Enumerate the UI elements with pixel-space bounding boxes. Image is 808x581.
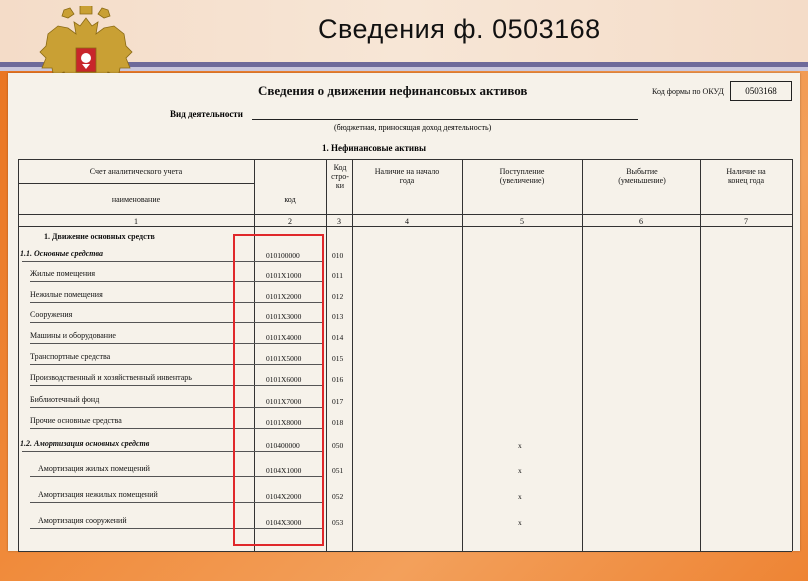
header-opening: Наличие на начало года xyxy=(374,167,440,185)
header-receipts: Поступление (увеличение) xyxy=(499,167,545,185)
document-title: Сведения о движении нефинансовых активов xyxy=(258,83,528,98)
row-line-code: 053 xyxy=(332,518,344,527)
row-line-code: 050 xyxy=(332,441,344,450)
header-closing: Наличие на конец года xyxy=(726,167,766,185)
row-code: 0101X2000 xyxy=(266,292,302,301)
activity-label: Вид деятельности xyxy=(170,109,243,119)
column-number: 7 xyxy=(744,217,748,226)
row-code: 0101X6000 xyxy=(266,375,302,384)
row-x-mark: x xyxy=(518,518,522,527)
table-row: Библиотечный фонд xyxy=(30,395,100,404)
row-x-mark: x xyxy=(518,441,522,450)
row-line-code: 016 xyxy=(332,375,344,384)
row-line-code: 014 xyxy=(332,333,344,342)
table-row: Жилые помещения xyxy=(30,269,96,278)
row-x-mark: x xyxy=(518,466,522,475)
row-code: 010400000 xyxy=(266,441,300,450)
row-line-code: 051 xyxy=(332,466,344,475)
table-row: Транспортные средства xyxy=(30,352,111,361)
column-number: 3 xyxy=(337,217,341,226)
row-line-code: 017 xyxy=(332,397,344,406)
row-code: 0101X7000 xyxy=(266,397,302,406)
highlight-box xyxy=(233,234,324,546)
row-code: 0101X5000 xyxy=(266,354,302,363)
row-x-mark: x xyxy=(518,492,522,501)
table-row: Амортизация нежилых помещений xyxy=(38,490,158,499)
slide-title: Сведения ф. 0503168 xyxy=(318,14,601,44)
table-row: Машины и оборудование xyxy=(30,331,116,340)
header-name: наименование xyxy=(111,195,161,204)
row-line-code: 012 xyxy=(332,292,344,301)
table-row: 1.2. Амортизация основных средств xyxy=(20,439,150,448)
row-line-code: 052 xyxy=(332,492,344,501)
okud-code: 0503168 xyxy=(730,81,792,101)
table-row: 1.1. Основные средства xyxy=(20,249,104,258)
column-number: 5 xyxy=(520,217,524,226)
table-row: Сооружения xyxy=(30,310,73,319)
table-row: Производственный и хозяйственный инвентарь xyxy=(30,373,192,382)
okud-label: Код формы по ОКУД xyxy=(652,87,724,96)
column-number: 2 xyxy=(288,217,292,226)
activity-note: (бюджетная, приносящая доход деятельность) xyxy=(334,123,492,132)
header-account-group: Счет аналитического учета xyxy=(89,167,183,176)
column-number: 1 xyxy=(134,217,138,226)
section-heading: 1. Движение основных средств xyxy=(44,232,155,241)
table-row: Прочие основные средства xyxy=(30,416,122,425)
header-code: код xyxy=(284,195,296,204)
column-number: 6 xyxy=(639,217,643,226)
row-code: 0101X3000 xyxy=(266,312,302,321)
table-row: Амортизация сооружений xyxy=(38,516,127,525)
row-line-code: 018 xyxy=(332,418,344,427)
row-code: 0101X8000 xyxy=(266,418,302,427)
row-code: 0101X1000 xyxy=(266,271,302,280)
section-title: 1. Нефинансовые активы xyxy=(322,143,426,153)
row-code: 0104X1000 xyxy=(266,466,302,475)
row-line-code: 015 xyxy=(332,354,344,363)
row-code: 010100000 xyxy=(266,251,300,260)
assets-table xyxy=(18,159,792,551)
activity-field[interactable] xyxy=(252,119,638,120)
row-code: 0104X3000 xyxy=(266,518,302,527)
table-row: Нежилые помещения xyxy=(30,290,103,299)
header-line-code: Код стро-ки xyxy=(331,163,349,190)
row-line-code: 010 xyxy=(332,251,344,260)
column-number: 4 xyxy=(405,217,409,226)
row-line-code: 011 xyxy=(332,271,343,280)
table-row: Амортизация жилых помещений xyxy=(38,464,150,473)
header-disposal: Выбытие (уменьшение) xyxy=(618,167,666,185)
form-document xyxy=(8,73,800,551)
row-line-code: 013 xyxy=(332,312,344,321)
row-code: 0104X2000 xyxy=(266,492,302,501)
row-code: 0101X4000 xyxy=(266,333,302,342)
